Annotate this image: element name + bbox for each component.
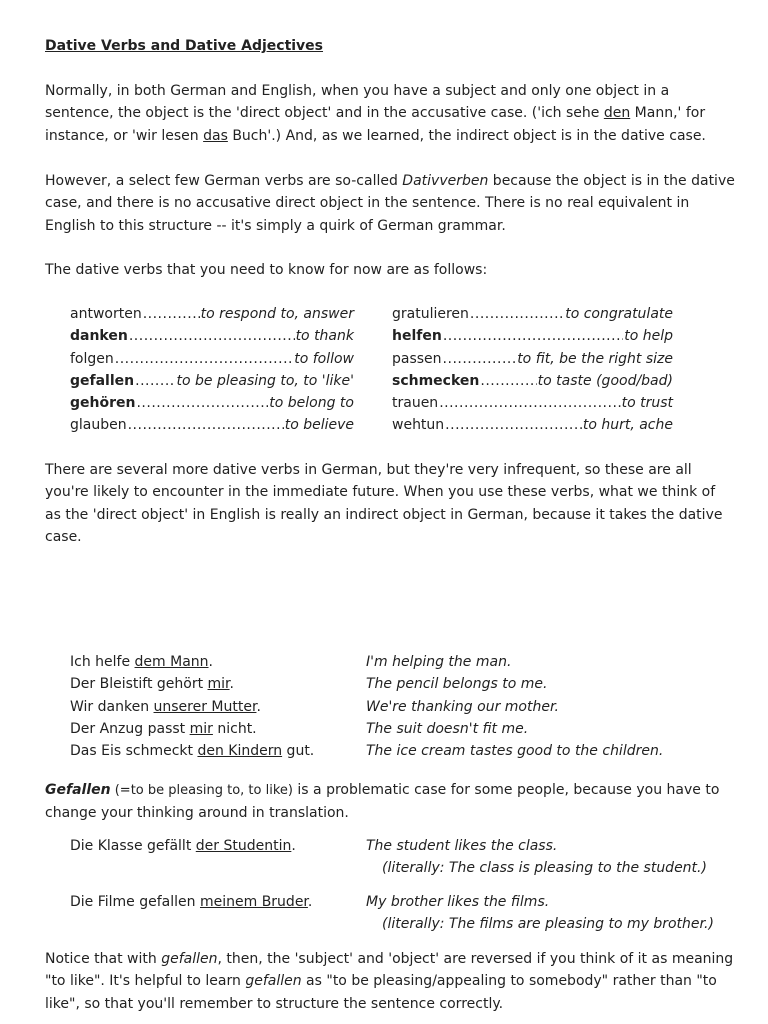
- para6-italic-2: gefallen: [245, 973, 302, 990]
- page-title: Dative Verbs and Dative Adjectives: [45, 38, 324, 54]
- gefallen-note: (=to be pleasing to, to like): [110, 783, 293, 798]
- leader-dots: [480, 370, 536, 392]
- example-dative-object: mir: [207, 676, 230, 693]
- example-german: [70, 835, 366, 857]
- dativverben-paragraph: [45, 170, 735, 237]
- para2-text-1: However, a select few German verbs are so-called: [45, 173, 403, 189]
- example-german: [70, 696, 366, 718]
- verb-german: passen: [392, 350, 442, 367]
- para1-text-2: Mann,' for instance, or 'wir lesen: [45, 105, 706, 144]
- verb-german: gehören: [70, 395, 136, 412]
- example-german: [70, 673, 366, 695]
- gefallen-text: is a problematic case for some people, because you have to change your thinking around in translation.: [45, 782, 720, 822]
- verb-english: to follow: [294, 350, 354, 367]
- gefallen-term: Gefallen: [45, 782, 111, 798]
- example-dative-object: dem Mann: [134, 654, 209, 670]
- gefallen-example-line: [70, 891, 730, 913]
- example-english: The student likes the class.: [366, 838, 558, 854]
- example-sentences: [70, 651, 690, 762]
- verb-english: to respond to, answer: [200, 306, 354, 322]
- para6-italic-1: gefallen: [161, 951, 218, 967]
- verb-row: [70, 303, 354, 325]
- literal-translation: (literally: The class is pleasing to the student.): [382, 860, 707, 877]
- literal-translation: (literally: The films are pleasing to my brother.): [382, 916, 714, 933]
- verbs-intro-paragraph: The dative verbs that you need to know for now are as follows:: [45, 262, 488, 278]
- para1-underlined-den: den: [603, 105, 631, 122]
- example-text: Wir danken: [70, 698, 154, 715]
- para1-text-1: Normally, in both German and English, when you have a subject and only one object in a sentence, the object is the 'direct object' and in the accusative case. ('ich sehe: [45, 83, 670, 122]
- para1-text-3: Buch'.) And, as we learned, the indirect object is in the dative case.: [227, 127, 706, 144]
- verb-german: helfen: [392, 328, 442, 345]
- verb-row: [392, 325, 673, 347]
- verb-english: to taste (good/bad): [537, 372, 673, 389]
- example-dative-object: der Studentin: [195, 838, 292, 854]
- example-row: [70, 651, 690, 673]
- verb-english: to help: [624, 328, 673, 345]
- example-row: [70, 696, 690, 718]
- leader-dots: [128, 414, 284, 436]
- verb-row: [392, 303, 673, 325]
- example-english: I'm helping the man.: [366, 654, 512, 670]
- example-text: nicht.: [212, 720, 257, 737]
- gefallen-example: [70, 891, 730, 936]
- verb-row: [392, 414, 673, 436]
- dative-verbs-list-right: [392, 303, 673, 437]
- leader-dots: [115, 348, 293, 370]
- example-row: [70, 740, 690, 762]
- verb-row: [70, 325, 354, 347]
- leader-dots: [143, 303, 200, 325]
- verb-english: to hurt, ache: [582, 417, 673, 434]
- verb-german: folgen: [70, 350, 114, 367]
- example-text: .: [307, 894, 313, 910]
- example-english: The suit doesn't fit me.: [366, 720, 529, 737]
- verb-german: gratulieren: [392, 306, 469, 322]
- example-text: Der Bleistift gehört: [70, 676, 208, 693]
- example-text: .: [229, 676, 234, 693]
- verb-english: to belong to: [269, 395, 354, 412]
- verb-german: schmecken: [392, 372, 480, 389]
- verb-row: [392, 370, 673, 392]
- example-german: [70, 891, 366, 913]
- example-dative-object: den Kindern: [197, 743, 283, 760]
- example-dative-object: unserer Mutter: [153, 698, 257, 715]
- leader-dots: [445, 414, 582, 436]
- verb-german: antworten: [70, 306, 142, 322]
- verb-row: [70, 348, 354, 370]
- leader-dots: [439, 392, 620, 414]
- example-german: [70, 718, 366, 740]
- intro-paragraph: [45, 80, 735, 147]
- leader-dots: [470, 303, 564, 325]
- example-english: We're thanking our mother.: [366, 698, 559, 715]
- verb-english: to believe: [284, 417, 354, 434]
- gefallen-example-line: [70, 835, 730, 857]
- example-text: Der Anzug passt: [70, 720, 190, 737]
- dative-explanation-paragraph: There are several more dative verbs in German, but they're very infrequent, so these are all you're likely to encounter in the immediate future. When you use these verbs, what we think of as the 'direct object' in English is really an indirect object in German, because it takes the dative case.: [45, 462, 723, 545]
- example-german: [70, 740, 366, 762]
- verb-german: wehtun: [392, 417, 445, 434]
- example-text: .: [208, 654, 213, 670]
- example-text: Die Klasse gefällt: [70, 838, 196, 854]
- gefallen-paragraph: [45, 779, 735, 825]
- leader-dots: [136, 392, 268, 414]
- example-row: [70, 673, 690, 695]
- example-text: .: [291, 838, 296, 854]
- gefallen-example: [70, 835, 730, 880]
- verb-row: [70, 370, 354, 392]
- verb-english: to fit, be the right size: [517, 350, 673, 367]
- example-text: Die Filme gefallen: [70, 894, 200, 910]
- leader-dots: [443, 325, 623, 347]
- example-english: The pencil belongs to me.: [366, 676, 548, 693]
- example-text: gut.: [282, 743, 315, 760]
- verb-row: [70, 392, 354, 414]
- example-text: .: [256, 698, 261, 715]
- verb-german: gefallen: [70, 372, 135, 389]
- para2-text-2: because the object is in the dative case, and there is no accusative direct object in the sentence. There is no real equivalent in English to this structure -- it's simply a quirk of German grammar.: [45, 173, 735, 234]
- example-text: Ich helfe: [70, 654, 135, 670]
- verb-english: to trust: [621, 395, 673, 412]
- para1-underlined-das: das: [203, 127, 228, 144]
- para6-text-2: , then, the 'subject' and 'object' are reversed if you think of it as meaning "to like". It's helpful to learn: [45, 951, 734, 990]
- example-english: My brother likes the films.: [366, 894, 550, 910]
- leader-dots: [129, 325, 295, 347]
- verb-english: to thank: [295, 328, 354, 345]
- example-german: [70, 651, 366, 673]
- example-english: The ice cream tastes good to the children.: [366, 743, 664, 760]
- verb-german: danken: [70, 328, 128, 345]
- verb-row: [70, 414, 354, 436]
- para6-text-1: Notice that with: [45, 951, 162, 967]
- para2-italic-term: Dativverben: [402, 173, 489, 189]
- verb-english: to congratulate: [565, 306, 673, 322]
- para6-text-3: as "to be pleasing/appealing to somebody" rather than "to like", so that you'll remember to structure the sentence correctly.: [45, 973, 717, 1012]
- example-dative-object: meinem Bruder: [199, 894, 308, 910]
- verb-english: to be pleasing to, to 'like': [176, 372, 354, 389]
- leader-dots: [443, 348, 517, 370]
- leader-dots: [135, 370, 175, 392]
- verb-german: trauen: [392, 395, 439, 412]
- closing-paragraph: [45, 948, 735, 1015]
- example-row: [70, 718, 690, 740]
- verb-row: [392, 348, 673, 370]
- dative-verbs-list-left: [70, 303, 354, 437]
- example-text: Das Eis schmeckt: [70, 743, 198, 760]
- verb-row: [392, 392, 673, 414]
- example-dative-object: mir: [189, 720, 213, 737]
- verb-german: glauben: [70, 417, 127, 434]
